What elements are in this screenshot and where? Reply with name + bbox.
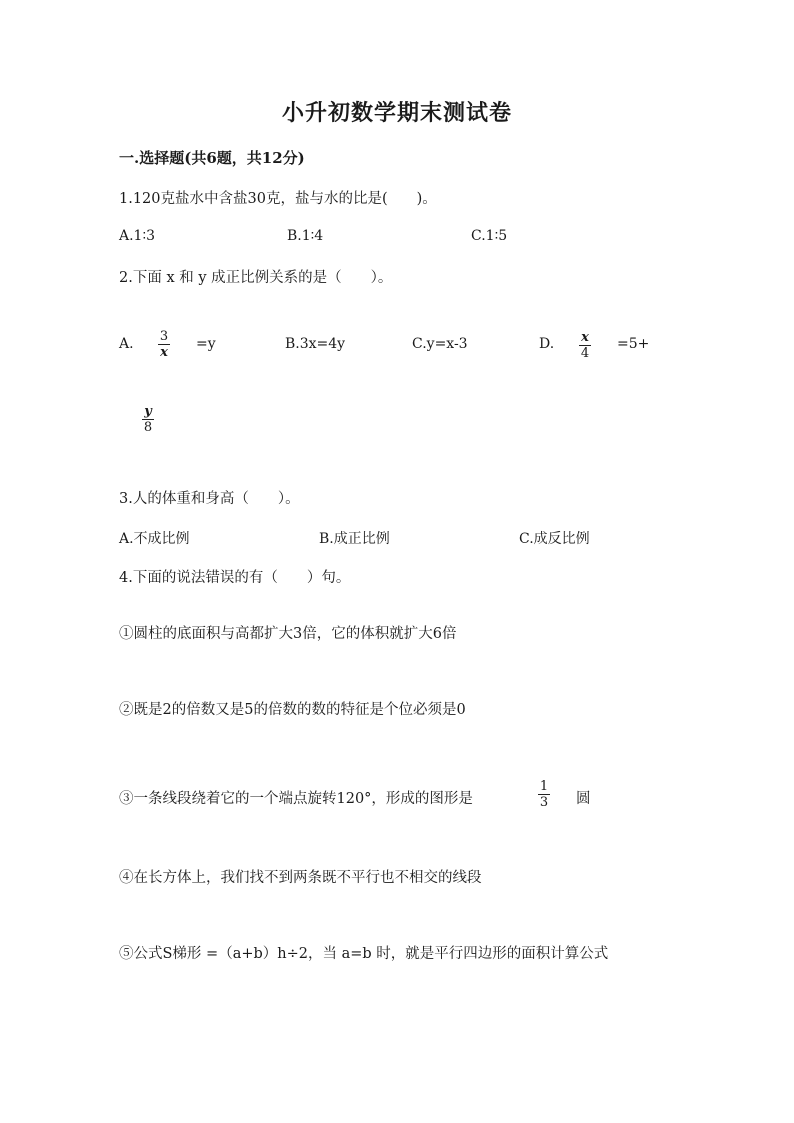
q2-option-d-fraction <box>579 330 591 361</box>
q2-option-d-rest: =5+ <box>617 336 650 352</box>
fraction-numerator: y <box>144 404 152 419</box>
q1-option-c: C.1∶5 <box>471 228 508 244</box>
statement-1: ①圆柱的底面积与高都扩大3倍，它的体积就扩大6倍 <box>119 626 457 642</box>
statement-3-end: 圆 <box>576 791 591 807</box>
fraction-denominator: x <box>160 345 168 360</box>
fraction-denominator: 8 <box>143 420 153 435</box>
q1-option-a: A.1∶3 <box>119 228 156 244</box>
q2-option-a-fraction <box>158 329 170 360</box>
statement-5: ⑤公式S梯形 =（a+b）h÷2，当 a=b 时，就是平行四边形的面积计算公式 <box>119 946 609 962</box>
statement-3: ③一条线段绕着它的一个端点旋转120°，形成的图形是 <box>119 791 473 807</box>
fraction-numerator: x <box>581 330 589 345</box>
fraction-denominator: 3 <box>539 795 549 810</box>
q2-option-a-rest: =y <box>196 336 216 352</box>
q3-option-c: C.成反比例 <box>519 531 590 547</box>
q3-option-b: B.成正比例 <box>319 531 390 547</box>
q3-option-a: A.不成比例 <box>119 531 190 547</box>
q1-option-b: B.1∶4 <box>287 228 324 244</box>
q2-option-c: C.y=x-3 <box>412 336 468 352</box>
section-heading: 一.选择题(共6题，共12分) <box>119 149 305 167</box>
fraction-numerator: 1 <box>539 779 549 794</box>
q2-option-b: B.3x=4y <box>285 336 346 352</box>
fraction-numerator: 3 <box>159 329 169 344</box>
q2-option-d-label: D. <box>539 336 555 352</box>
fraction-denominator: 4 <box>580 346 590 361</box>
page-title: 小升初数学期末测试卷 <box>281 100 512 126</box>
q2-option-a-label: A. <box>119 336 134 352</box>
question-1: 1.120克盐水中含盐30克，盐与水的比是( )。 <box>119 191 437 207</box>
question-3: 3.人的体重和身高（ ）。 <box>119 491 300 507</box>
question-4: 4.下面的说法错误的有（ ）句。 <box>119 570 351 586</box>
statement-3-fraction <box>538 779 550 810</box>
question-2: 2.下面 x 和 y 成正比例关系的是（ ）。 <box>119 270 393 286</box>
statement-2: ②既是2的倍数又是5的倍数的数的特征是个位必须是0 <box>119 702 466 718</box>
q2-option-d-fraction-2 <box>142 404 154 435</box>
statement-4: ④在长方体上，我们找不到两条既不平行也不相交的线段 <box>119 870 482 886</box>
